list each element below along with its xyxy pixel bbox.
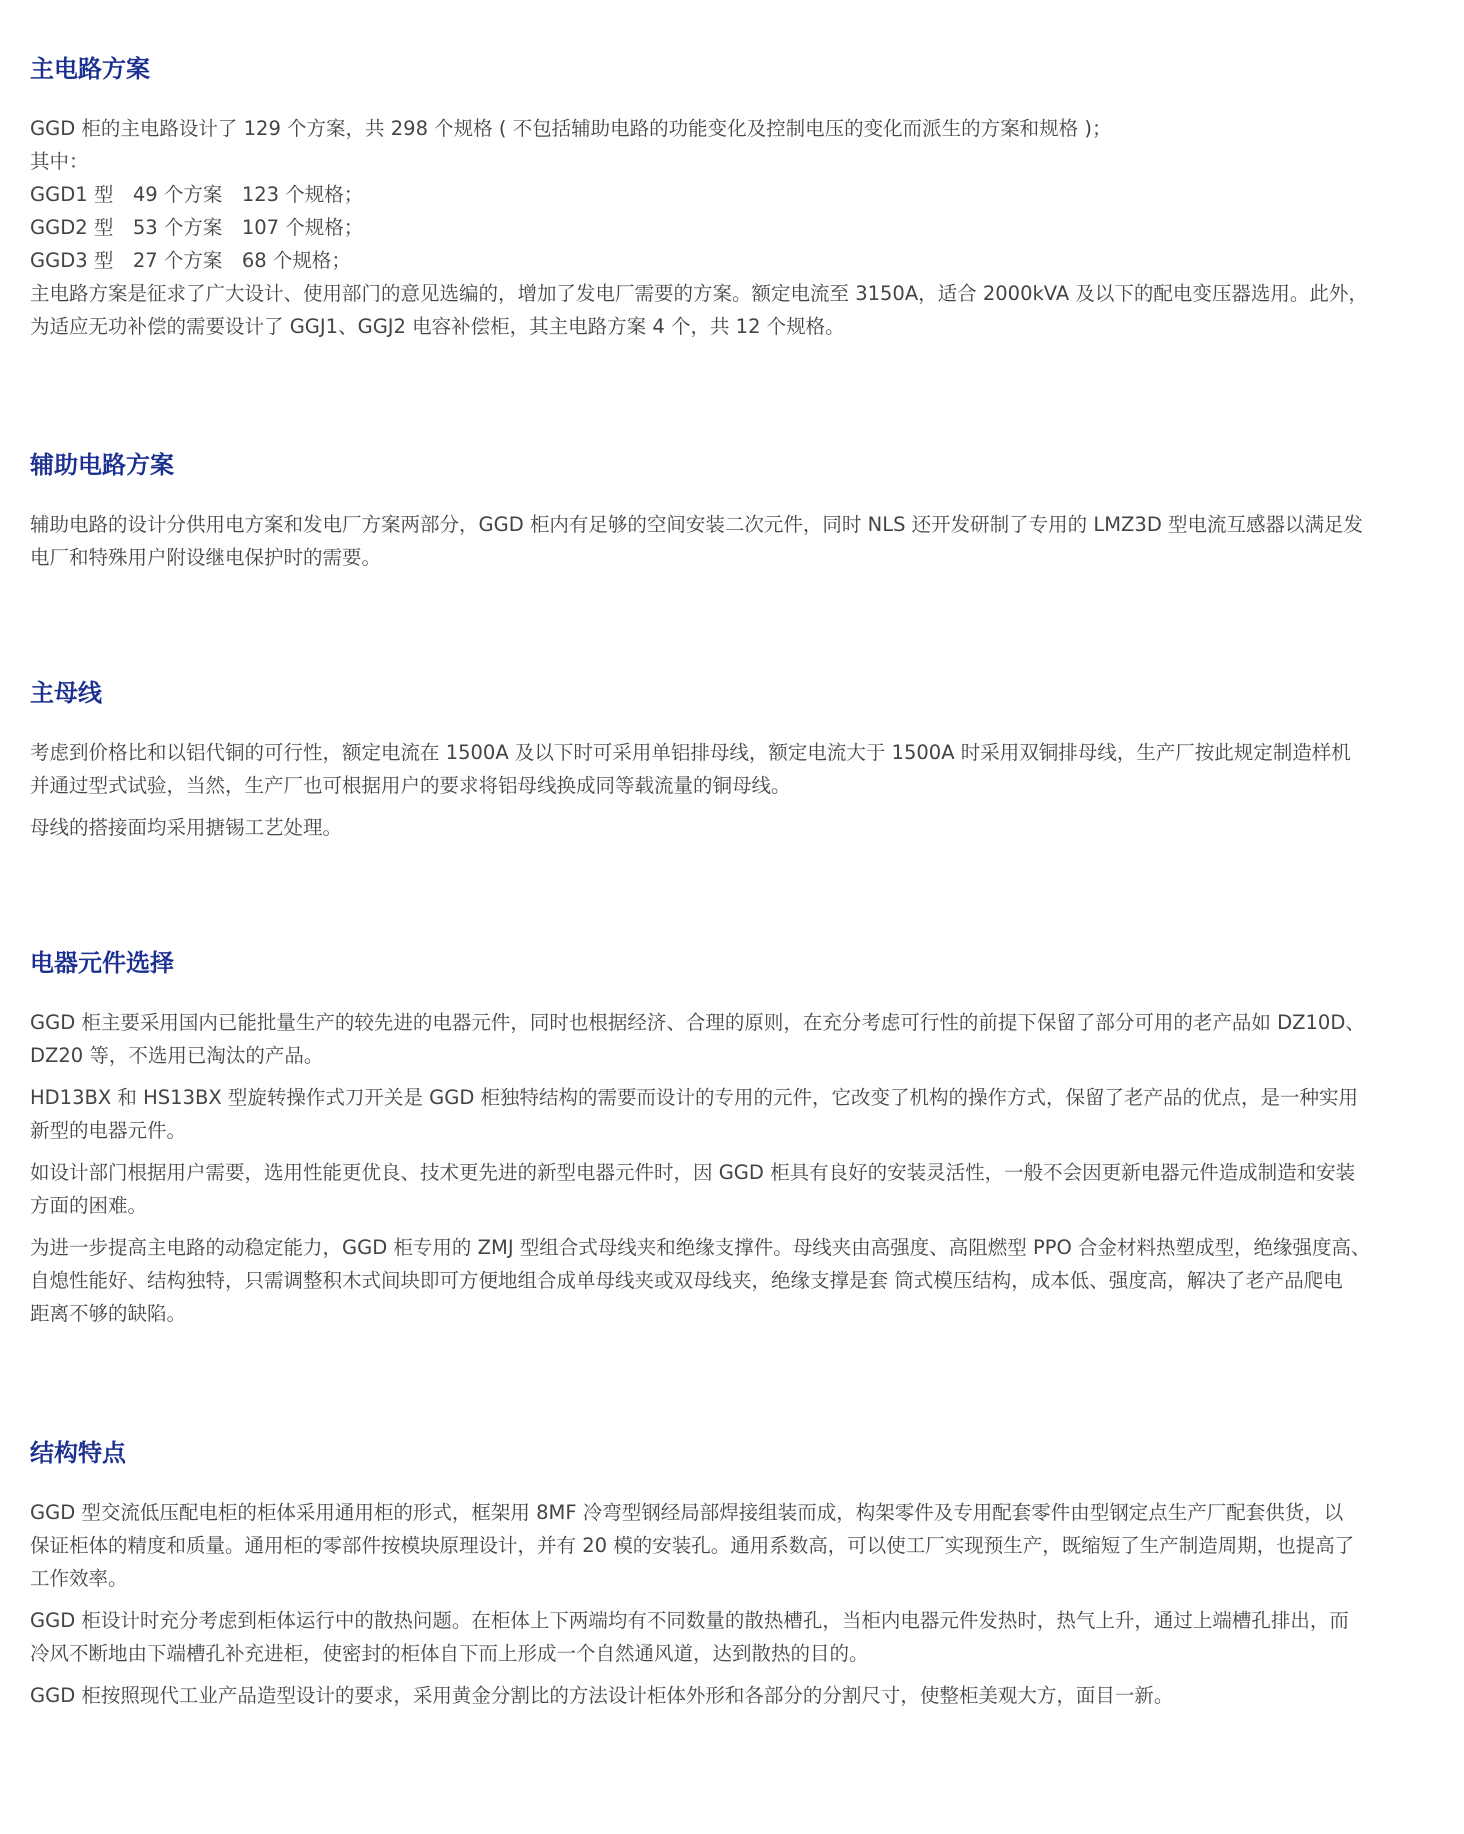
- text-line: 冷风不断地由下端槽孔补充进柜，使密封的柜体自下而上形成一个自然通风道，达到散热的目的。: [30, 1642, 869, 1665]
- paragraph: [30, 1679, 1450, 1712]
- text-line: 考虑到价格比和以铝代铜的可行性，额定电流在 1500A 及以下时可采用单铝排母线，额定电流大于 1500A 时采用双铜排母线，生产厂按此规定制造样机: [30, 741, 1351, 764]
- text-line: HD13BX 和 HS13BX 型旋转操作式刀开关是 GGD 柜独特结构的需要而设计的专用的元件，它改变了机构的操作方式，保留了老产品的优点，是一种实用: [30, 1086, 1359, 1109]
- section-title: 主母线: [30, 679, 102, 707]
- text-line: 为适应无功补偿的需要设计了 GGJ1、GGJ2 电容补偿柜，其主电路方案 4 个，共 12 个规格。: [30, 315, 845, 338]
- text-line: 保证柜体的精度和质量。通用柜的零部件按模块原理设计，并有 20 模的安装孔。通用系数高，可以使工厂实现预生产，既缩短了生产制造周期，也提高了: [30, 1534, 1355, 1557]
- paragraph: [30, 508, 1450, 574]
- text-line: GGD2 型 53 个方案 107 个规格；: [30, 216, 364, 239]
- paragraph: [30, 811, 1450, 844]
- text-line: 为进一步提高主电路的动稳定能力，GGD 柜专用的 ZMJ 型组合式母线夹和绝缘支撑件。母线夹由高强度、高阻燃型 PPO 合金材料热塑成型，绝缘强度高、: [30, 1236, 1371, 1259]
- text-line: 其中：: [30, 150, 89, 173]
- section-body: [30, 1496, 1450, 1712]
- paragraph: [30, 1231, 1450, 1330]
- text-line: GGD 型交流低压配电柜的柜体采用通用柜的形式，框架用 8MF 冷弯型钢经局部焊接组装而成，构架零件及专用配套零件由型钢定点生产厂配套供货，以: [30, 1501, 1344, 1524]
- paragraph: [30, 1604, 1450, 1670]
- text-line: 距离不够的缺陷。: [30, 1302, 187, 1325]
- text-line: GGD1 型 49 个方案 123 个规格；: [30, 183, 364, 206]
- text-line: GGD 柜的主电路设计了 129 个方案，共 298 个规格 ( 不包括辅助电路的功能变化及控制电压的变化而派生的方案和规格 )；: [30, 117, 1112, 140]
- text-line: 辅助电路的设计分供用电方案和发电厂方案两部分，GGD 柜内有足够的空间安装二次元件，同时 NLS 还开发研制了专用的 LMZ3D 型电流互感器以满足发: [30, 513, 1364, 536]
- paragraph: [30, 1006, 1450, 1072]
- paragraph: [30, 1496, 1450, 1595]
- paragraph: [30, 1081, 1450, 1147]
- text-line: 如设计部门根据用户需要，选用性能更优良、技术更先进的新型电器元件时，因 GGD 柜具有良好的安装灵活性，一般不会因更新电器元件造成制造和安装: [30, 1161, 1356, 1184]
- section-structure-features: [30, 1436, 1450, 1721]
- section-title: 主电路方案: [30, 55, 150, 83]
- text-line: 工作效率。: [30, 1567, 128, 1590]
- text-line: 电厂和特殊用户附设继电保护时的需要。: [30, 546, 382, 569]
- section-main-circuit: [30, 52, 1450, 343]
- text-line: GGD 柜设计时充分考虑到柜体运行中的散热问题。在柜体上下两端均有不同数量的散热槽孔，当柜内电器元件发热时，热气上升，通过上端槽孔排出，而: [30, 1609, 1349, 1632]
- section-title: 电器元件选择: [30, 949, 174, 977]
- text-line: GGD3 型 27 个方案 68 个规格；: [30, 249, 351, 272]
- text-line: 主电路方案是征求了广大设计、使用部门的意见选编的，增加了发电厂需要的方案。额定电流至 3150A，适合 2000kVA 及以下的配电变压器选用。此外，: [30, 282, 1368, 305]
- section-auxiliary-circuit: [30, 448, 1450, 583]
- paragraph: [30, 736, 1450, 802]
- text-line: 方面的困难。: [30, 1194, 148, 1217]
- text-line: GGD 柜按照现代工业产品造型设计的要求，采用黄金分割比的方法设计柜体外形和各部分的分割尺寸，使整柜美观大方，面目一新。: [30, 1684, 1174, 1707]
- text-line: GGD 柜主要采用国内已能批量生产的较先进的电器元件，同时也根据经济、合理的原则，在充分考虑可行性的前提下保留了部分可用的老产品如 DZ10D、: [30, 1011, 1365, 1034]
- section-body: [30, 112, 1450, 343]
- section-body: [30, 1006, 1450, 1330]
- section-title: 辅助电路方案: [30, 451, 174, 479]
- section-main-busbar: [30, 676, 1450, 853]
- section-body: [30, 508, 1450, 574]
- text-line: DZ20 等，不选用已淘汰的产品。: [30, 1044, 324, 1067]
- text-line: 自熄性能好、结构独特，只需调整积木式间块即可方便地组合成单母线夹或双母线夹，绝缘支撑是套 筒式模压结构，成本低、强度高，解决了老产品爬电: [30, 1269, 1343, 1292]
- section-component-selection: [30, 946, 1450, 1339]
- section-title: 结构特点: [30, 1439, 126, 1467]
- text-line: 母线的搭接面均采用搪锡工艺处理。: [30, 816, 343, 839]
- section-body: [30, 736, 1450, 844]
- text-line: 并通过型式试验，当然，生产厂也可根据用户的要求将铝母线换成同等载流量的铜母线。: [30, 774, 791, 797]
- paragraph: [30, 1156, 1450, 1222]
- text-line: 新型的电器元件。: [30, 1119, 187, 1142]
